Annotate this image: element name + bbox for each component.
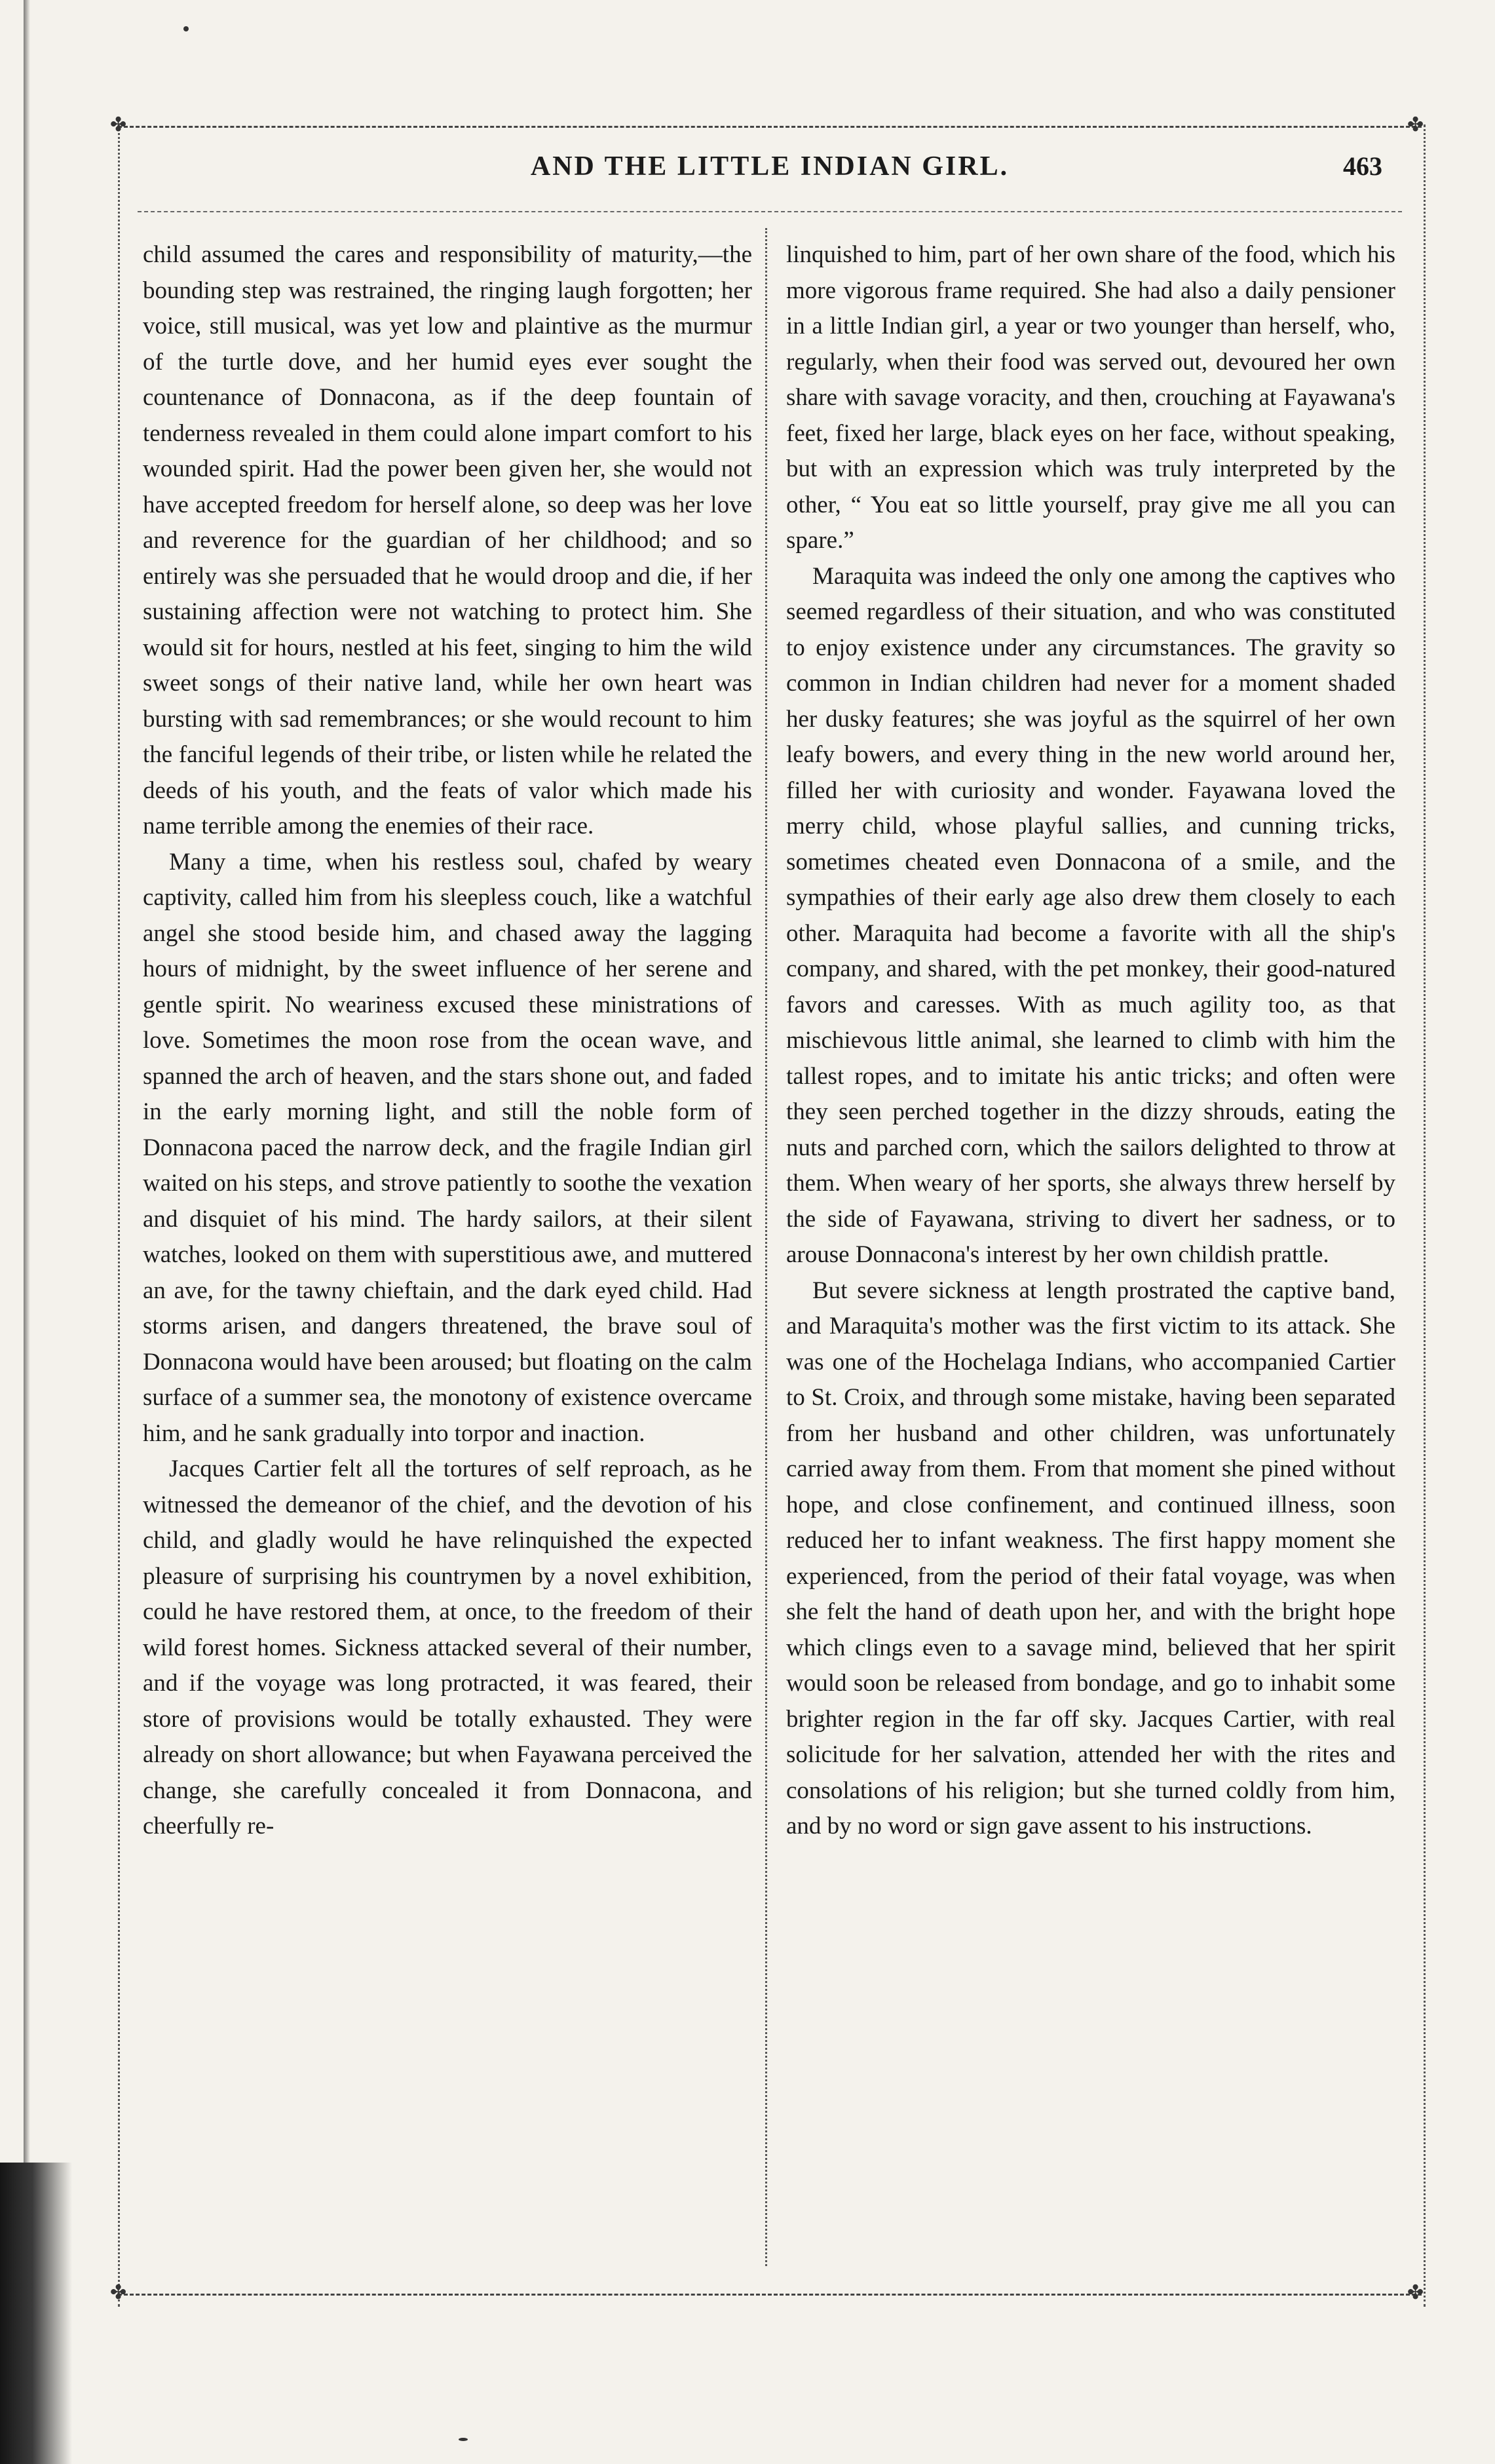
- left-text-column: [143, 237, 752, 2269]
- paragraph: child assumed the cares and responsibility of maturity,—the bounding step was restrained, the ringing laugh forgotten; her voice, still musical, was yet low and plaintive as the murmur of the turtle dove, and her humid eyes ever sought the countenance of Donnacona, as if the deep fountain of tenderness revealed in them could alone impart comfort to his wounded spirit. Had the power been given her, she would not have accepted freedom for herself alone, so deep was her love and reverence for the guardian of her childhood; and so entirely was she persuaded that he would droop and die, if her sustaining affection were not watching to protect him. She would sit for hours, nestled at his feet, singing to him the wild sweet songs of their native land, while her own heart was bursting with sad remembrances; or she would recount to him the fanciful legends of their tribe, or listen while he related the deeds of his youth, and the feats of valor which made his name terrible among the enemies of their race.: [143, 241, 752, 839]
- column-divider: [765, 228, 767, 2266]
- print-speck: [183, 26, 189, 31]
- book-spine-shadow: [0, 2163, 72, 2464]
- paragraph: Maraquita was indeed the only one among the captives who seemed regardless of their situation, and who was constituted to enjoy existence under any circumstances. The gravity so common in Indian children had never for a moment shaded her dusky features; she was joyful as the squirrel of her own leafy bowers, and every thing in the new world around her, filled her with curiosity and wonder. Fayawana loved the merry child, whose playful sallies, and cunning tricks, sometimes cheated even Donnacona of a smile, and the sympathies of their early age also drew them closely to each other. Maraquita had become a favorite with all the ship's company, and shared, with the pet monkey, their good-natured favors and caresses. With as much agility too, as that mischievous little animal, she learned to climb with him the tallest ropes, and to imitate his antic tricks; and often were they seen perched together in the dizzy shrouds, eating the nuts and parched corn, which the sailors delighted to throw at them. When weary of her sports, she always threw herself by the side of Fayawana, striving to divert her sadness, or to arouse Donnacona's interest by her own childish prattle.: [786, 562, 1395, 1268]
- corner-ornament-icon: ✤: [110, 2282, 127, 2303]
- right-text-column: [786, 237, 1395, 2269]
- corner-ornament-icon: ✤: [1407, 114, 1424, 136]
- header-underline-rule: [138, 211, 1402, 219]
- paragraph: linquished to him, part of her own share of the food, which his more vigorous frame required. She had also a daily pensioner in a little Indian girl, a year or two younger than herself, who, regularly, when their food was served out, devoured her own share with savage voracity, and then, crouching at Fayawana's feet, fixed her large, black eyes on her face, without speaking, but with an expression which was truly interpreted by the other, “ You eat so little yourself, pray give me all you can spare.”: [786, 241, 1395, 554]
- paragraph: Many a time, when his restless soul, chafed by weary captivity, called him from his sleepless couch, like a watchful angel she stood beside him, and chased away the lagging hours of midnight, by the sweet influence of her serene and gentle spirit. No weariness excused these ministrations of love. Sometimes the moon rose from the ocean wave, and spanned the arch of heaven, and the stars shone out, and faded in the early morning light, and still the noble form of Donnacona paced the narrow deck, and the fragile Indian girl waited on his steps, and strove patiently to soothe the vexation and disquiet of his mind. The hardy sailors, at their silent watches, looked on them with superstitious awe, and muttered an ave, for the tawny chieftain, and the dark eyed child. Had storms arisen, and dangers threatened, the brave soul of Donnacona would have been aroused; but floating on the calm surface of a summer sea, the monotony of existence overcame him, and he sank gradually into torpor and inaction.: [143, 848, 752, 1447]
- top-border-rule: [118, 126, 1422, 134]
- corner-ornament-icon: ✤: [1407, 2282, 1424, 2303]
- paragraph: Jacques Cartier felt all the tortures of self reproach, as he witnessed the demeanor of the chief, and the devotion of his child, and gladly would he have relinquished the expected pleasure of surprising his countrymen by a novel exhibition, could he have restored them, at once, to the freedom of their wild forest homes. Sickness attacked several of their number, and if the voyage was long protracted, it was feared, their store of provisions would be totally exhausted. They were already on short allowance; but when Fayawana perceived the change, she carefully concealed it from Donnacona, and cheerfully re-: [143, 1455, 752, 1839]
- page-number: 463: [1343, 151, 1382, 181]
- page-gutter-shadow: [24, 0, 30, 2464]
- paragraph: But severe sickness at length prostrated the captive band, and Maraquita's mother was the first victim to its attack. She was one of the Hochelaga Indians, who accompanied Cartier to St. Croix, and through some mistake, having been separated from her husband and other children, was unfortunately carried away from them. From that moment she pined without hope, and close confinement, and continued illness, soon reduced her to infant weakness. The first happy moment she experienced, from the period of their fatal voyage, was when she felt the hand of death upon her, and with the bright hope which clings even to a savage mind, believed that her spirit would soon be released from bondage, and go to inhabit some brighter region in the far off sky. Jacques Cartier, with real solicitude for her salvation, attended her with the rites and consolations of his religion; but she turned coldly from him, and by no word or sign gave assent to his instructions.: [786, 1277, 1395, 1839]
- bottom-border-rule: [118, 2294, 1422, 2302]
- corner-ornament-icon: ✤: [110, 114, 127, 136]
- page-header: [138, 151, 1402, 203]
- running-title: AND THE LITTLE INDIAN GIRL.: [530, 151, 1010, 182]
- print-speck: [459, 2438, 468, 2441]
